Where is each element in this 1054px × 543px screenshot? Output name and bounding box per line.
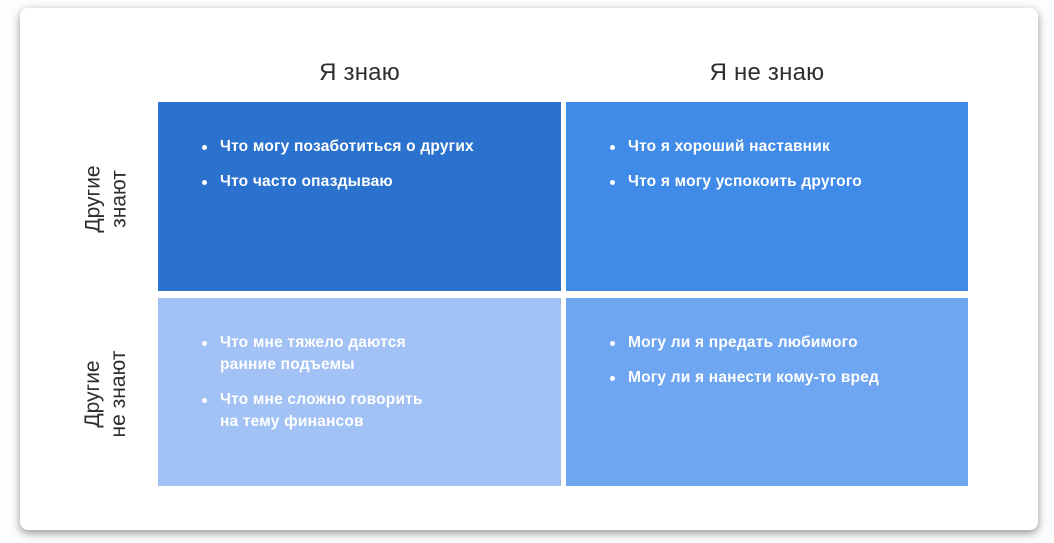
column-header-i-know: Я знаю — [319, 59, 400, 86]
quadrant-unknown-area — [566, 298, 968, 486]
column-header-i-dont-know: Я не знаю — [709, 59, 825, 86]
bullet-text: Что я могу успокоить другого — [628, 173, 862, 190]
bullet-text: Могу ли я предать любимого — [628, 334, 858, 351]
bullet-item — [202, 171, 533, 193]
bullet-text: Могу ли я нанести кому-то вред — [628, 369, 880, 386]
bullet-item — [610, 136, 940, 158]
bullet-dot-icon — [610, 145, 615, 150]
johari-window-card — [20, 8, 1038, 530]
bullet-item — [202, 332, 533, 376]
bullet-dot-icon — [610, 180, 615, 185]
bullet-item — [610, 367, 940, 389]
bullet-text: Что могу позаботиться о других — [220, 138, 474, 155]
bullet-item — [202, 136, 533, 158]
row-header-line: Другие — [81, 165, 105, 233]
bullet-dot-icon — [202, 145, 207, 150]
bullet-dot-icon — [202, 341, 207, 346]
quadrant-blind-spot — [566, 102, 968, 291]
bullet-text: Что я хороший наставник — [628, 138, 830, 155]
bullet-dot-icon — [610, 341, 615, 346]
bullet-text: Что часто опаздываю — [220, 173, 393, 190]
bullet-text: Что мне тяжело даются ранние подъемы — [220, 334, 406, 373]
bullet-dot-icon — [202, 398, 207, 403]
row-header-others-dont-know — [76, 300, 136, 488]
bullet-dot-icon — [610, 376, 615, 381]
row-header-line: не знают — [107, 350, 130, 438]
quadrant-hidden-area — [158, 298, 561, 486]
bullet-dot-icon — [202, 180, 207, 185]
quadrant-grid — [158, 102, 968, 486]
row-header-line: Другие — [81, 360, 105, 428]
bullet-item — [202, 389, 533, 433]
quadrant-open-area — [158, 102, 561, 291]
row-header-line: знают — [107, 170, 131, 228]
bullet-text: Что мне сложно говорить на тему финансов — [220, 391, 423, 430]
bullet-item — [610, 171, 940, 193]
bullet-item — [610, 332, 940, 354]
row-header-others-know — [77, 105, 137, 294]
